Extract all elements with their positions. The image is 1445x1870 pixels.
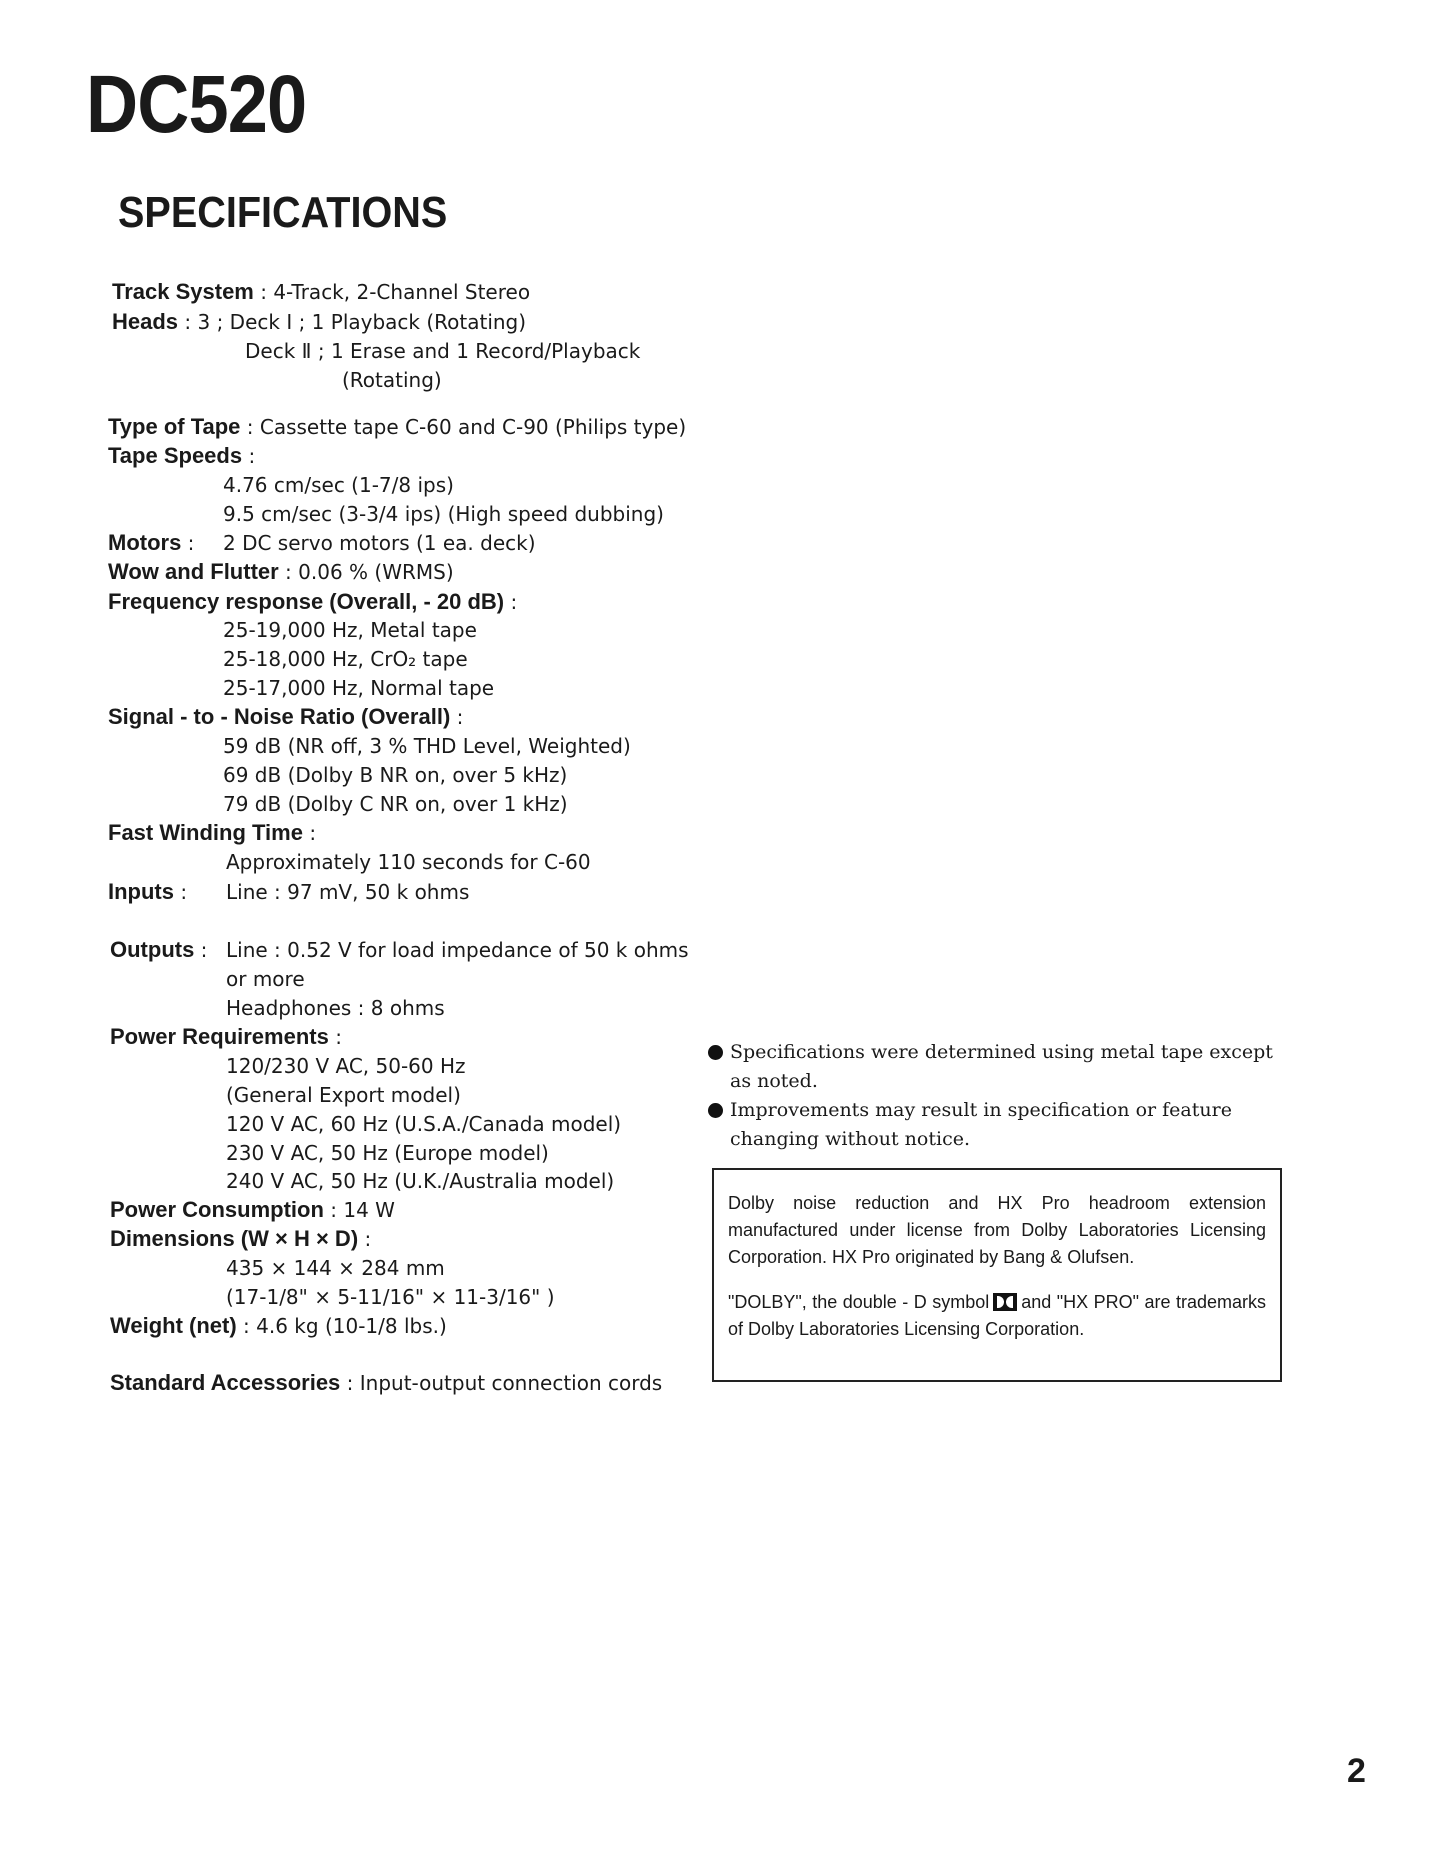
spec-power-line4: 230 V AC, 50 Hz (Europe model) <box>226 1141 549 1165</box>
note-item <box>708 1096 1283 1154</box>
dolby-license-box <box>712 1168 1282 1382</box>
spec-label: Wow and Flutter <box>108 559 279 584</box>
spec-track-system <box>112 280 530 304</box>
spec-fast-winding <box>108 821 316 845</box>
spec-label: Outputs <box>110 937 195 962</box>
spec-label: Track System <box>112 279 254 304</box>
spec-power-line3: 120 V AC, 60 Hz (U.S.A./Canada model) <box>226 1112 622 1136</box>
spec-separator: : <box>174 880 188 904</box>
spec-separator: : <box>302 821 317 845</box>
note-text: Specifications were determined using metal tape except as noted. <box>730 1041 1273 1092</box>
spec-motors <box>108 531 194 555</box>
spec-label: Power Requirements <box>110 1024 329 1049</box>
dolby-license-text: Dolby noise reduction and HX Pro headroom extension manufactured under license from Dolby Laboratories Licensing Corporation. HX Pro originated by Bang & Olufsen. <box>728 1193 1266 1267</box>
dolby-trademark-end: and "HX PRO" are trademarks of Dolby Laboratories Licensing Corporation. <box>728 1292 1267 1339</box>
spec-separator: : <box>236 1314 257 1338</box>
note-text: Improvements may result in specification or feature changing without notice. <box>730 1099 1232 1150</box>
spec-label: Inputs <box>108 879 174 904</box>
spec-heads-line3: (Rotating) <box>342 368 442 392</box>
spec-label: Power Consumption <box>110 1197 324 1222</box>
spec-outputs-line3: Headphones : 8 ohms <box>226 996 445 1020</box>
spec-frequency-line2: 25-18,000 Hz, CrO₂ tape <box>223 647 468 671</box>
spec-fast-winding-line1: Approximately 110 seconds for C-60 <box>226 850 591 874</box>
notes-list <box>708 1038 1283 1154</box>
dolby-double-d-icon <box>993 1293 1017 1311</box>
dolby-trademark-start: "DOLBY", the double - D symbol <box>728 1292 990 1312</box>
spec-outputs <box>110 938 207 962</box>
spec-label: Tape Speeds <box>108 443 243 468</box>
spec-separator: : <box>240 415 260 439</box>
spec-label: Weight (net) <box>110 1313 237 1338</box>
spec-value: 14 W <box>343 1198 395 1222</box>
spec-outputs-line2: or more <box>226 967 305 991</box>
spec-label: Dimensions (W × H × D) <box>110 1226 359 1251</box>
spec-heads <box>112 310 526 334</box>
spec-value: Input-output connection cords <box>359 1371 663 1395</box>
spec-motors-value: 2 DC servo motors (1 ea. deck) <box>223 531 536 555</box>
spec-value: 4-Track, 2-Channel Stereo <box>273 280 531 304</box>
spec-label: Fast Winding Time <box>108 820 303 845</box>
bullet-icon <box>708 1103 723 1118</box>
spec-power-line5: 240 V AC, 50 Hz (U.K./Australia model) <box>226 1169 615 1193</box>
model-title: DC520 <box>86 59 307 150</box>
spec-separator: : <box>450 705 464 729</box>
spec-heads-line2: Deck Ⅱ ; 1 Erase and 1 Record/Playback <box>245 339 641 363</box>
spec-weight <box>110 1314 447 1338</box>
spec-label: Type of Tape <box>108 414 241 439</box>
spec-tape-speeds-line1: 4.76 cm/sec (1-7/8 ips) <box>223 473 454 497</box>
spec-power-requirements <box>110 1025 342 1049</box>
spec-separator: : <box>194 938 208 962</box>
spec-type-of-tape <box>108 415 686 439</box>
spec-snr-line1: 59 dB (NR off, 3 % THD Level, Weighted) <box>223 734 631 758</box>
spec-dimensions <box>110 1227 371 1251</box>
spec-label: Heads <box>112 309 179 334</box>
spec-separator: : <box>504 590 518 614</box>
bullet-icon <box>708 1045 723 1060</box>
spec-value: 4.6 kg (10-1/8 lbs.) <box>256 1314 447 1338</box>
spec-inputs-value: Line : 97 mV, 50 k ohms <box>226 880 470 904</box>
spec-label: Signal - to - Noise Ratio (Overall) <box>108 704 451 729</box>
spec-tape-speeds <box>108 444 255 468</box>
spec-separator: : <box>253 280 274 304</box>
spec-standard-accessories <box>110 1371 662 1395</box>
spec-separator: : <box>323 1198 344 1222</box>
spec-value: 3 ; Deck Ⅰ ; 1 Playback (Rotating) <box>197 310 527 334</box>
spec-wow-flutter <box>108 560 454 584</box>
spec-label: Standard Accessories <box>110 1370 341 1395</box>
spec-snr-line2: 69 dB (Dolby B NR on, over 5 kHz) <box>223 763 568 787</box>
spec-power-line1: 120/230 V AC, 50-60 Hz <box>226 1054 466 1078</box>
note-item <box>708 1038 1283 1096</box>
page-number: 2 <box>1347 1752 1366 1790</box>
spec-separator: : <box>178 310 198 334</box>
spec-signal-to-noise <box>108 705 463 729</box>
spec-separator: : <box>358 1227 372 1251</box>
spec-separator: : <box>328 1025 342 1049</box>
spec-label: Frequency response (Overall, - 20 dB) <box>108 589 505 614</box>
spec-value: Cassette tape C-60 and C-90 (Philips type) <box>259 415 687 439</box>
spec-power-consumption <box>110 1198 395 1222</box>
spec-label: Motors <box>108 530 182 555</box>
spec-snr-line3: 79 dB (Dolby C NR on, over 1 kHz) <box>223 792 568 816</box>
spec-outputs-line1: Line : 0.52 V for load impedance of 50 k ohms <box>226 938 689 962</box>
spec-separator: : <box>278 560 299 584</box>
spec-separator: : <box>340 1371 360 1395</box>
dolby-trademark-text <box>728 1289 1266 1343</box>
spec-power-line2: (General Export model) <box>226 1083 461 1107</box>
spec-dimensions-line1: 435 × 144 × 284 mm <box>226 1256 445 1280</box>
specifications-heading: SPECIFICATIONS <box>118 188 448 237</box>
spec-frequency-line1: 25-19,000 Hz, Metal tape <box>223 618 477 642</box>
spec-inputs <box>108 880 187 904</box>
spec-tape-speeds-line2: 9.5 cm/sec (3-3/4 ips) (High speed dubbing) <box>223 502 664 526</box>
spec-separator: : <box>242 444 256 468</box>
spec-value: 0.06 % (WRMS) <box>298 560 454 584</box>
spec-dimensions-line2: (17-1/8" × 5-11/16" × 11-3/16" ) <box>226 1285 555 1309</box>
spec-frequency-response <box>108 590 517 614</box>
spec-frequency-line3: 25-17,000 Hz, Normal tape <box>223 676 495 700</box>
spec-separator: : <box>181 531 195 555</box>
